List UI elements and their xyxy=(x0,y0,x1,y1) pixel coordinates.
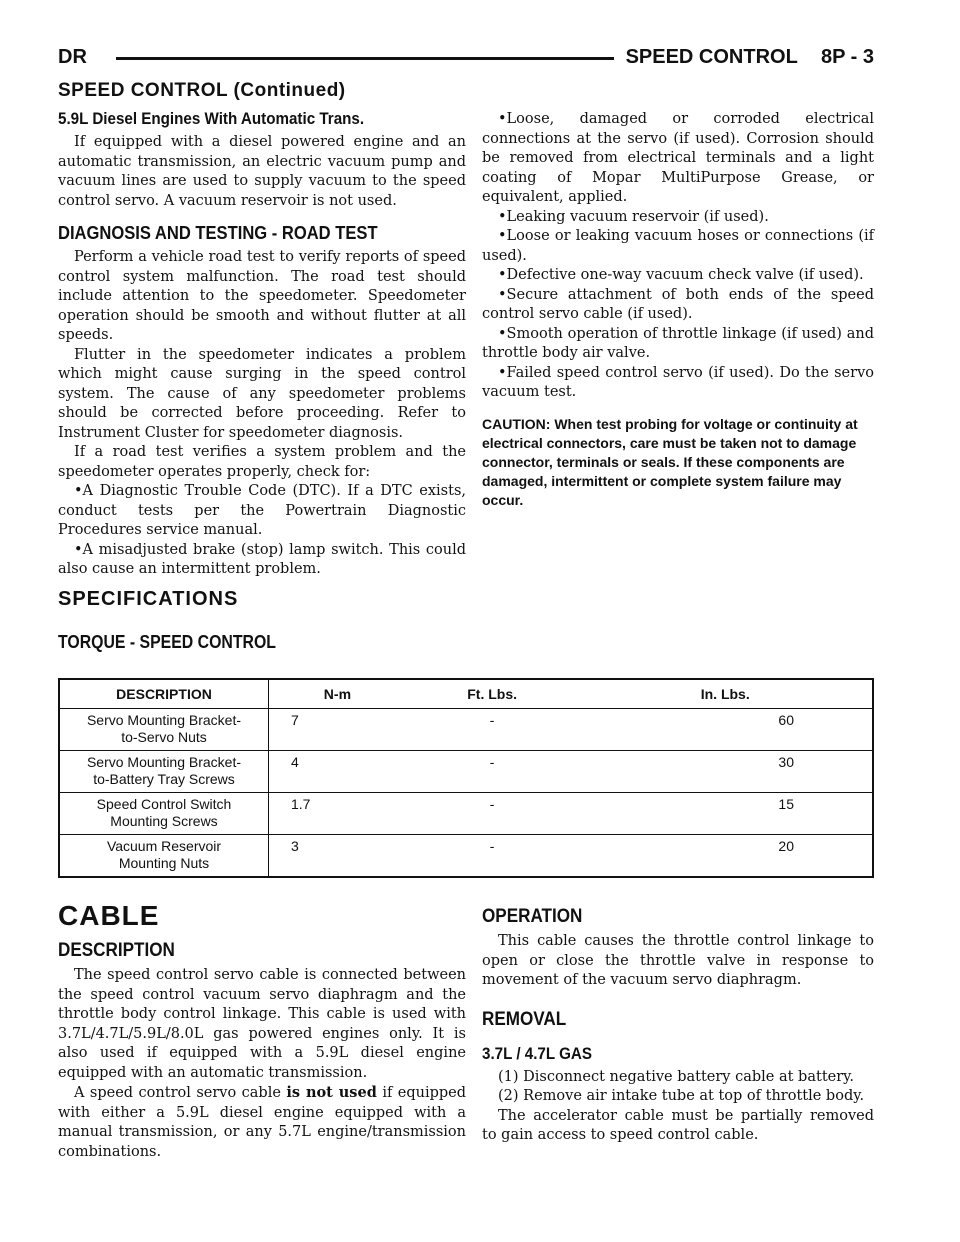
cell-description xyxy=(59,793,269,835)
check-item-throttle-linkage: •Smooth operation of throttle linkage (if used) and throttle body air valve. xyxy=(482,325,874,361)
gas-engine-heading: 3.7L / 4.7L GAS xyxy=(482,1044,592,1063)
torque-table-heading: TORQUE - SPEED CONTROL xyxy=(58,632,276,652)
desc-line: Speed Control Switch xyxy=(96,796,232,812)
cell-ftlbs: - xyxy=(406,793,579,835)
desc-line: Mounting Screws xyxy=(110,813,218,829)
desc-emphasis: is not used xyxy=(286,1084,377,1101)
check-item-dtc: •A Diagnostic Trouble Code (DTC). If a DTC exists, conduct tests per the Powertrain Diagnostic Procedures service manual. xyxy=(58,483,466,538)
table-header-row xyxy=(59,679,873,709)
column-header-ftlbs: Ft. Lbs. xyxy=(406,679,579,709)
caution-note: CAUTION: When test probing for voltage or continuity at electrical connectors, care must be taken not to damage connector, terminals or seals. If these components are damaged, intermittent or complete system failure may occur. xyxy=(482,415,858,508)
desc-text-a: A speed control servo cable xyxy=(74,1085,281,1101)
cell-inlbs: 15 xyxy=(578,793,873,835)
road-test-paragraph-3: If a road test verifies a system problem and the speedometer operates properly, check for: xyxy=(58,444,466,480)
cell-description xyxy=(59,709,269,751)
continued-title: SPEED CONTROL (Continued) xyxy=(58,80,346,101)
operation-text: This cable causes the throttle control linkage to open or close the throttle valve in response to movement of the vacuum servo diaphragm. xyxy=(482,933,874,988)
check-item-brake-switch: •A misadjusted brake (stop) lamp switch. This could also cause an intermittent problem. xyxy=(58,541,466,577)
check-item-check-valve: •Defective one-way vacuum check valve (if used). xyxy=(498,267,864,283)
desc-line: to-Battery Tray Screws xyxy=(93,771,235,787)
header-page-number: 8P - 3 xyxy=(821,46,874,68)
diesel-heading: 5.9L Diesel Engines With Automatic Trans. xyxy=(58,110,365,128)
table-row xyxy=(59,751,873,793)
removal-step-2: (2) Remove air intake tube at top of throttle body. xyxy=(498,1088,865,1104)
table-row xyxy=(59,835,873,878)
desc-line: Servo Mounting Bracket- xyxy=(86,754,242,770)
cell-ftlbs: - xyxy=(406,709,579,751)
cell-nm: 7 xyxy=(269,709,406,751)
left-column-top xyxy=(58,110,466,580)
cable-description-1: The speed control servo cable is connected between the speed control vacuum servo diaphragm and the throttle body control linkage. This cable is used with 3.7L/4.7L/5.9L/8.0L gas powered engines only. It is also used if equipped with a 5.9L diesel engine equipped with an automatic transmission. xyxy=(58,967,466,1081)
cell-nm: 3 xyxy=(269,835,406,878)
desc-line: Vacuum Reservoir xyxy=(106,838,222,854)
cell-nm: 4 xyxy=(269,751,406,793)
right-column-top xyxy=(482,110,874,510)
cable-heading: CABLE xyxy=(58,900,160,931)
header-rule xyxy=(116,57,614,60)
cell-description xyxy=(59,751,269,793)
torque-spec-table xyxy=(58,678,874,878)
page-header xyxy=(58,44,874,74)
description-heading: DESCRIPTION xyxy=(58,940,175,961)
table-row xyxy=(59,709,873,751)
road-test-paragraph-1: Perform a vehicle road test to verify reports of speed control system malfunction. The road test should include attention to the speedometer. Speedometer operation should be smooth and without flutter at all speeds. xyxy=(58,249,466,343)
desc-line: to-Servo Nuts xyxy=(121,729,207,745)
column-header-inlbs: In. Lbs. xyxy=(578,679,873,709)
header-manual-code: DR xyxy=(58,46,87,68)
road-test-heading: DIAGNOSIS AND TESTING - ROAD TEST xyxy=(58,223,378,243)
cell-description xyxy=(59,835,269,878)
cell-ftlbs: - xyxy=(406,835,579,878)
table-row xyxy=(59,793,873,835)
diesel-text: If equipped with a diesel powered engine and an automatic transmission, an electric vacuum pump and vacuum lines are used to supply vacuum to the speed control servo. A vacuum reservoir is not used. xyxy=(58,134,466,209)
cell-inlbs: 60 xyxy=(578,709,873,751)
check-item-reservoir: •Leaking vacuum reservoir (if used). xyxy=(498,208,769,225)
operation-heading: OPERATION xyxy=(482,906,583,927)
column-header-nm: N-m xyxy=(269,679,406,709)
desc-line: Mounting Nuts xyxy=(118,855,210,871)
desc-text-b: if equipped with either a 5.9L diesel engine equipped with a manual transmission, or any 5.7L engine/transmission combinations. xyxy=(58,1085,467,1160)
removal-note: The accelerator cable must be partially removed to gain access to speed control cable. xyxy=(482,1107,874,1143)
removal-heading: REMOVAL xyxy=(482,1008,567,1030)
cable-right-column xyxy=(482,906,874,1146)
cell-nm: 1.7 xyxy=(269,793,406,835)
check-item-hoses: •Loose or leaking vacuum hoses or connections (if used). xyxy=(482,228,874,264)
check-item-servo: •Failed speed control servo (if used). Do the servo vacuum test. xyxy=(482,364,874,400)
column-header-description: DESCRIPTION xyxy=(59,679,269,709)
header-right xyxy=(626,46,874,69)
check-item-connections: •Loose, damaged or corroded electrical connections at the servo (if used). Corrosion should be removed from electrical terminals and a light coating of Mopar MultiPurpose Grease, or equivalent, applied. xyxy=(482,111,874,205)
cell-inlbs: 20 xyxy=(578,835,873,878)
cable-description-2 xyxy=(58,1083,466,1162)
header-section-title: SPEED CONTROL xyxy=(625,46,798,68)
specifications-heading: SPECIFICATIONS xyxy=(58,588,239,610)
removal-step-1: (1) Disconnect negative battery cable at battery. xyxy=(498,1068,855,1085)
check-item-cable-attachment: •Secure attachment of both ends of the speed control servo cable (if used). xyxy=(482,286,874,322)
cable-left-column xyxy=(58,900,466,1162)
cell-ftlbs: - xyxy=(406,751,579,793)
cell-inlbs: 30 xyxy=(578,751,873,793)
desc-line: Servo Mounting Bracket- xyxy=(86,712,242,728)
road-test-paragraph-2: Flutter in the speedometer indicates a problem which might cause surging in the speed control system. The cause of any speedometer problems should be corrected before proceeding. Refer to Instrument Cluster for speedometer diagnosis. xyxy=(58,346,466,441)
